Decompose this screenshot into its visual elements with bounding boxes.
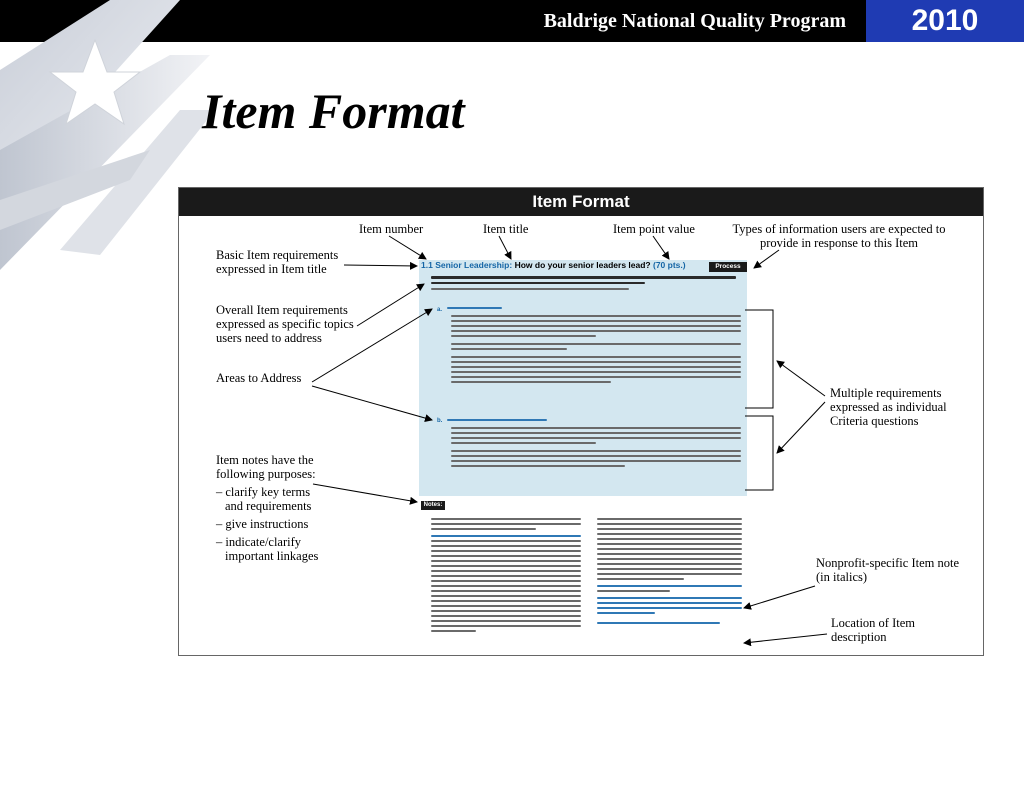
slide-title: Item Format: [202, 83, 465, 139]
callout-basic-requirements: Basic Item requirements expressed in Item title: [216, 248, 339, 276]
callout-notes-purpose-1: – clarify key terms: [216, 485, 311, 499]
item-description-lines: [431, 276, 736, 293]
callout-notes-purpose-2: – give instructions: [216, 517, 309, 531]
process-tag: Process: [709, 262, 747, 272]
area-b-title: [447, 419, 547, 424]
notes-column-left: [431, 518, 581, 635]
callout-types-of-info: Types of information users are expected to provide in response to this Item: [732, 222, 946, 250]
area-a-heading: a.: [437, 307, 443, 313]
callout-nonprofit-note: Nonprofit-specific Item note (in italics): [816, 556, 960, 584]
year-badge: 2010: [866, 0, 1024, 42]
callout-notes-purpose-3: – indicate/clarify: [216, 535, 302, 549]
figure-header: Item Format: [179, 188, 983, 216]
callout-notes-purpose-1b: and requirements: [225, 499, 312, 513]
program-title: Baldrige National Quality Program: [543, 10, 846, 32]
callout-location: Location of Item description: [831, 616, 915, 644]
callout-overall-requirements: Overall Item requirements expressed as specific topics users need to address: [216, 303, 354, 345]
callout-multiple-requirements: Multiple requirements expressed as individual Criteria questions: [830, 386, 947, 428]
callout-item-title: Item title: [483, 222, 529, 236]
callout-notes-purpose-3b: important linkages: [225, 549, 319, 563]
area-b-heading: b.: [437, 418, 443, 424]
item-points: (70 pts.): [653, 260, 686, 270]
notes-tag: Notes:: [421, 501, 445, 510]
callout-notes-intro: Item notes have the following purposes:: [216, 453, 316, 481]
callout-areas-to-address: Areas to Address: [216, 371, 302, 385]
item-heading: [421, 260, 747, 272]
item-format-figure: [178, 187, 984, 656]
area-a-questions: [451, 315, 741, 386]
callout-item-point-value: Item point value: [613, 222, 695, 236]
item-question: How do your senior leaders lead?: [514, 260, 651, 270]
item-title: Senior Leadership:: [435, 260, 513, 270]
area-b-questions: [451, 427, 741, 470]
notes-column-right: [597, 518, 742, 627]
callout-item-number: Item number: [359, 222, 424, 236]
item-number: 1.1: [421, 260, 433, 270]
area-a-title: [447, 307, 502, 312]
